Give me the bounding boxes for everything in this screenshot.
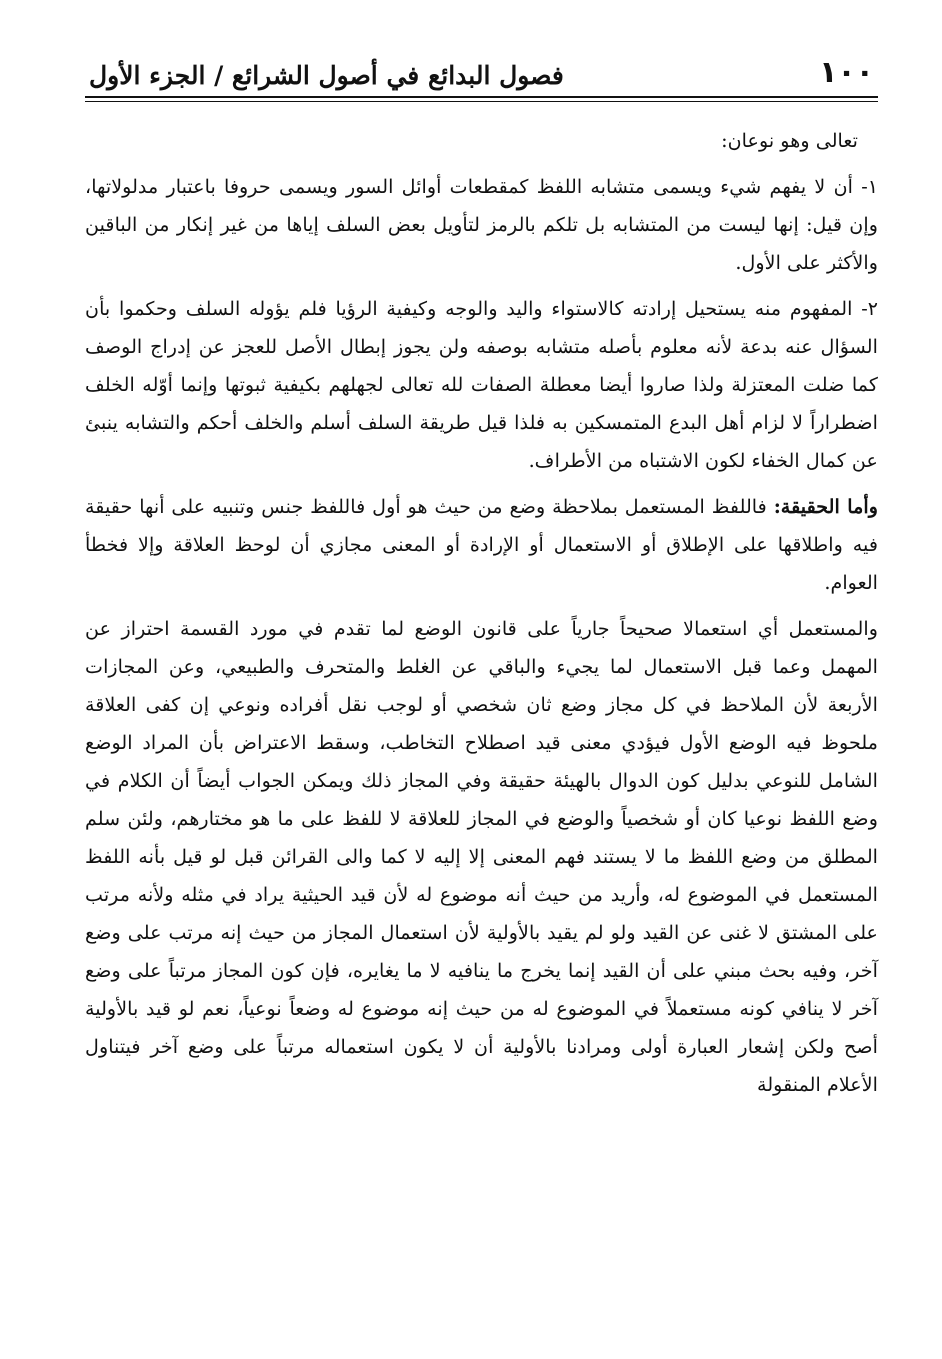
paragraph-haqiqa [85,488,878,602]
main-text [85,122,878,1104]
page-number: ١٠٠ [819,55,874,90]
running-title: فصول البدائع في أصول الشرائع / الجزء الأول [89,61,564,90]
paragraph-continuation: تعالى وهو نوعان: [721,129,858,152]
paragraph-item-2: ٢- المفهوم منه يستحيل إرادته كالاستواء واليد والوجه وكيفية الرؤيا فلم يؤوله السلف وحكموا بأن السؤال عنه بدعة لأنه معلوم بأصله متشابه بوصفه ولن يجوز إبطال الأصل للعجز عن إدراج الوصف كما ضلت المعتزلة ولذا صاروا أيضا معطلة الصفات لله تعالى لجهلهم بكيفية ثبوتها وإنما أوّله الخلف اضطراراً لا لزام أهل البدع المتمسكين به فلذا قيل طريقة السلف أسلم والخلف أحكم والتشابه ينبئ عن كمال الخفاء لكون الاشتباه من الأطراف. [85,297,878,472]
paragraph-mustamal: والمستعمل أي استعمالا صحيحاً جارياً على قانون الوضع لما تقدم في مورد القسمة احتراز عن المهمل وعما قبل الاستعمال لما يجيء والباقي عن الغلط والمتحرف والطبيعي، وعن المجازات الأربعة لأن الملاحظ في كل مجاز وضع ثان شخصي أو لوجب نقل أفراده ونوعي إن كفى العلاقة ملحوظ فيه الوضع الأول فيؤدي معنى قيد اصطلاح التخاطب، وسقط الاعتراض بأن المراد الوضع الشامل للنوعي بدليل كون الدوال بالهيئة حقيقة وفي المجاز ذلك ويمكن الجواب أيضاً أن الكلام في وضع اللفظ نوعيا كان أو شخصياً والوضع في المجاز للعلاقة لا للفظ على ما هو مختارهم، ولئن سلم المطلق من وضع اللفظ ما لا يستند فهم المعنى إلا إليه لا كما والى القرائن قبل لو قيل بأنه اللفظ المستعمل في الموضوع له، وأريد من حيث أنه موضوع له لأن قيد الحيثية يراد في مثله ولأنه مرتب على المشتق لا غنى عن القيد ولو لم يقيد بالأولية لأن استعمال المجاز من حيث إنه مرتب على وضع آخر، وفيه بحث مبني على أن القيد إنما يخرج ما ينافيه لا ما يغايره، فإن كون المجاز مرتباً على وضع آخر لا ينافي كونه مستعملاً في الموضوع له من حيث إنه موضوع له وضعاً نوعياً، نعم لو قيد بالأولية أصح ولكن إشعار العبارة أولى ومرادنا بالأولية أن لا يكون استعماله مرتباً على وضع آخر فيتناول الأعلام المنقولة [85,617,878,1096]
page-header [85,38,878,96]
haqiqa-heading: وأما الحقيقة: [773,495,878,518]
haqiqa-text: فاللفظ المستعمل بملاحظة وضع من حيث هو أول فاللفظ جنس وتنبيه على أنها حقيقة فيه واطلاقها على الإطلاق أو الاستعمال أو الإرادة أو المعنى مجازي أن لوحظ العلاقة وإلا فخطأ العوام. [85,495,878,594]
paragraph-item-1: ١- أن لا يفهم شيء ويسمى متشابه اللفظ كمقطعات أوائل السور ويسمى حروفا باعتبار مدلولاتها، وإن قيل: إنها ليست من المتشابه بل تلكم بالرمز لتأويل بعض السلف إياها من غير إنكار من الباقين والأكثر على الأول. [85,175,878,274]
header-rule [85,96,878,102]
